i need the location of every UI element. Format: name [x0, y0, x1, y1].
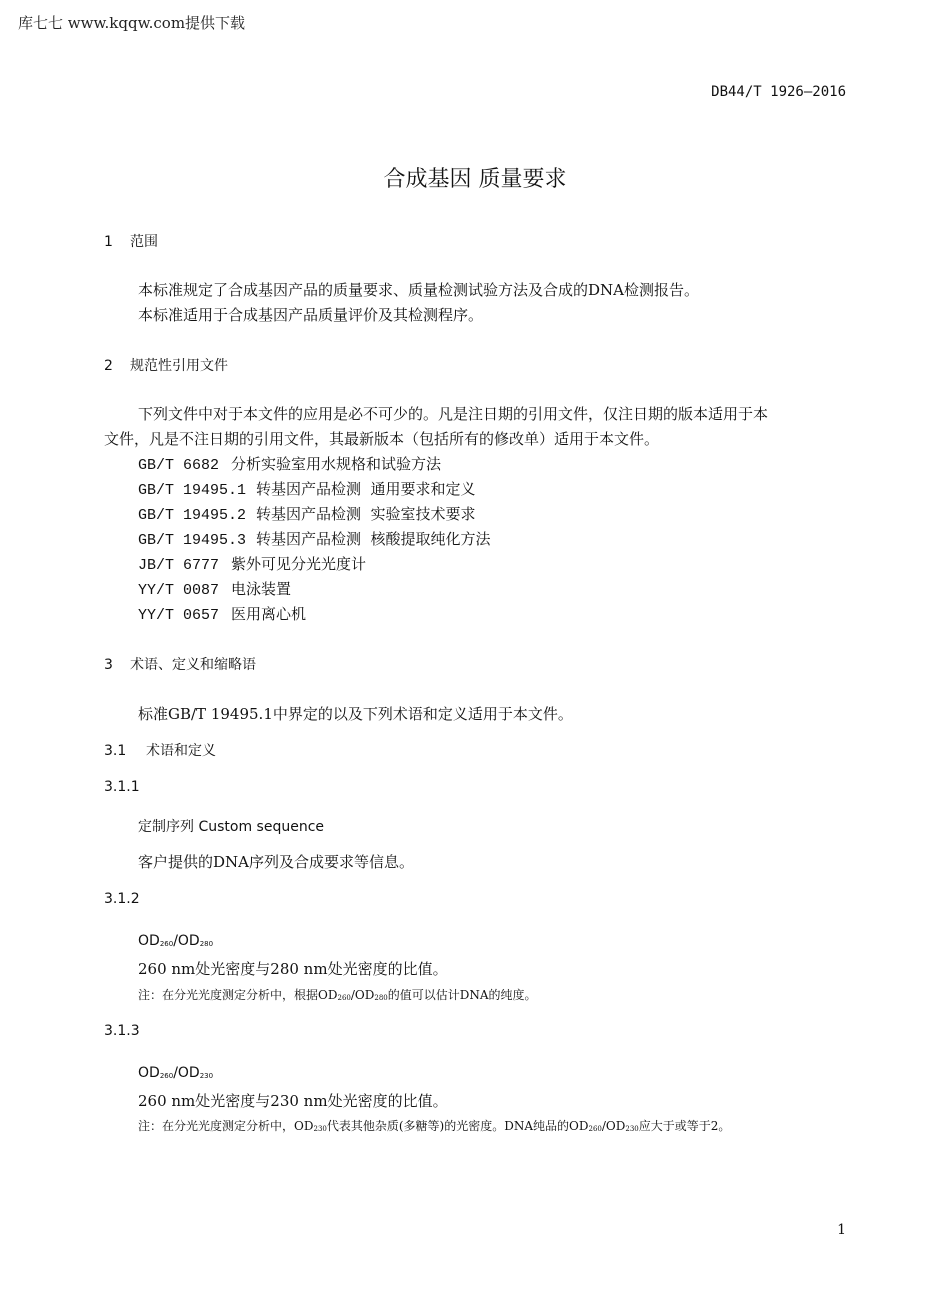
section-number: 3: [104, 657, 113, 673]
reference-item: [138, 503, 476, 524]
term-note: [138, 1117, 730, 1134]
od-label: OD: [605, 1119, 626, 1133]
od-label: OD: [177, 1065, 200, 1081]
reference-code: GB/T 19495.3: [138, 532, 247, 549]
subscript: 260: [588, 1125, 602, 1133]
section-number: 3.1: [104, 743, 127, 759]
note-text: 代表其他杂质(多糖等)的光密度。DNA纯品的: [326, 1119, 570, 1133]
paragraph: 文件，凡是不注日期的引用文件，其最新版本（包括所有的修改单）适用于本文件。: [104, 430, 660, 448]
slash: /: [350, 988, 355, 1002]
reference-title: 分析实验室用水规格和试验方法: [231, 455, 442, 473]
reference-code: GB/T 6682: [138, 457, 220, 474]
reference-title: 转基因产品检测 通用要求和定义: [256, 480, 476, 498]
subsection-3-1-heading: [104, 740, 216, 760]
section-number: 1: [104, 234, 113, 250]
od-label: OD: [138, 1065, 160, 1081]
section-title: 术语和定义: [146, 743, 216, 759]
section-title: 规范性引用文件: [130, 358, 228, 374]
reference-item: [138, 603, 306, 624]
reference-item: [138, 478, 476, 499]
reference-code: GB/T 19495.2: [138, 507, 247, 524]
term-number: 3.1.3: [104, 1023, 140, 1039]
section-3-heading: [104, 654, 256, 674]
reference-item: [138, 553, 366, 574]
slash: /: [601, 1119, 606, 1133]
note-text: 应大于或等于2。: [638, 1119, 731, 1133]
standard-code: DB44/T 1926—2016: [711, 84, 846, 100]
reference-title: 转基因产品检测 实验室技术要求: [256, 505, 476, 523]
subscript: 280: [199, 940, 214, 948]
section-2-heading: [104, 355, 228, 375]
od-label: OD: [294, 1119, 314, 1133]
subscript: 230: [313, 1125, 327, 1133]
od-label: OD: [318, 988, 338, 1002]
subscript: 260: [337, 994, 351, 1002]
section-number: 2: [104, 358, 113, 374]
slash: /: [173, 1065, 178, 1081]
watermark: 库七七 www.kqqw.com提供下载: [18, 14, 246, 32]
slash: /: [173, 933, 178, 949]
od-label: OD: [354, 988, 375, 1002]
term-number: 3.1.1: [104, 779, 140, 795]
term-note: [138, 986, 537, 1003]
subscript: 230: [625, 1125, 639, 1133]
term-title: [138, 1065, 213, 1081]
od-label: OD: [138, 933, 160, 949]
section-title: 术语、定义和缩略语: [130, 657, 256, 673]
page-title: 合成基因 质量要求: [383, 167, 567, 192]
term-definition: 客户提供的DNA序列及合成要求等信息。: [138, 853, 414, 871]
note-text: 注：在分光光度测定分析中，: [138, 1119, 295, 1133]
term-definition: 260 nm处光密度与230 nm处光密度的比值。: [138, 1092, 448, 1110]
reference-item: [138, 453, 441, 474]
term-definition: 260 nm处光密度与280 nm处光密度的比值。: [138, 960, 448, 978]
od-label: OD: [569, 1119, 589, 1133]
subscript: 230: [199, 1072, 214, 1080]
term-title: 定制序列 Custom sequence: [138, 819, 324, 835]
paragraph: 下列文件中对于本文件的应用是必不可少的。凡是注日期的引用文件，仅注日期的版本适用于本: [138, 405, 769, 423]
paragraph: 本标准规定了合成基因产品的质量要求、质量检测试验方法及合成的DNA检测报告。: [138, 281, 699, 299]
reference-code: JB/T 6777: [138, 557, 220, 574]
section-1-heading: [104, 231, 158, 251]
reference-title: 转基因产品检测 核酸提取纯化方法: [256, 530, 491, 548]
reference-item: [138, 528, 491, 549]
subscript: 280: [374, 994, 388, 1002]
reference-code: YY/T 0087: [138, 582, 220, 599]
note-text: 的值可以估计DNA的纯度。: [387, 988, 537, 1002]
reference-code: YY/T 0657: [138, 607, 220, 624]
reference-code: GB/T 19495.1: [138, 482, 247, 499]
reference-title: 电泳装置: [231, 580, 292, 598]
note-text: 注：在分光光度测定分析中，根据: [138, 988, 319, 1002]
subscript: 260: [159, 940, 174, 948]
reference-title: 医用离心机: [231, 605, 307, 623]
reference-item: [138, 578, 291, 599]
paragraph: 本标准适用于合成基因产品质量评价及其检测程序。: [138, 306, 484, 324]
paragraph: 标准GB/T 19495.1中界定的以及下列术语和定义适用于本文件。: [138, 705, 573, 723]
page-number: 1: [837, 1222, 846, 1238]
section-title: 范围: [130, 234, 158, 250]
od-label: OD: [177, 933, 200, 949]
term-title: [138, 933, 213, 949]
subscript: 260: [159, 1072, 174, 1080]
reference-title: 紫外可见分光光度计: [231, 555, 367, 573]
term-number: 3.1.2: [104, 891, 140, 907]
